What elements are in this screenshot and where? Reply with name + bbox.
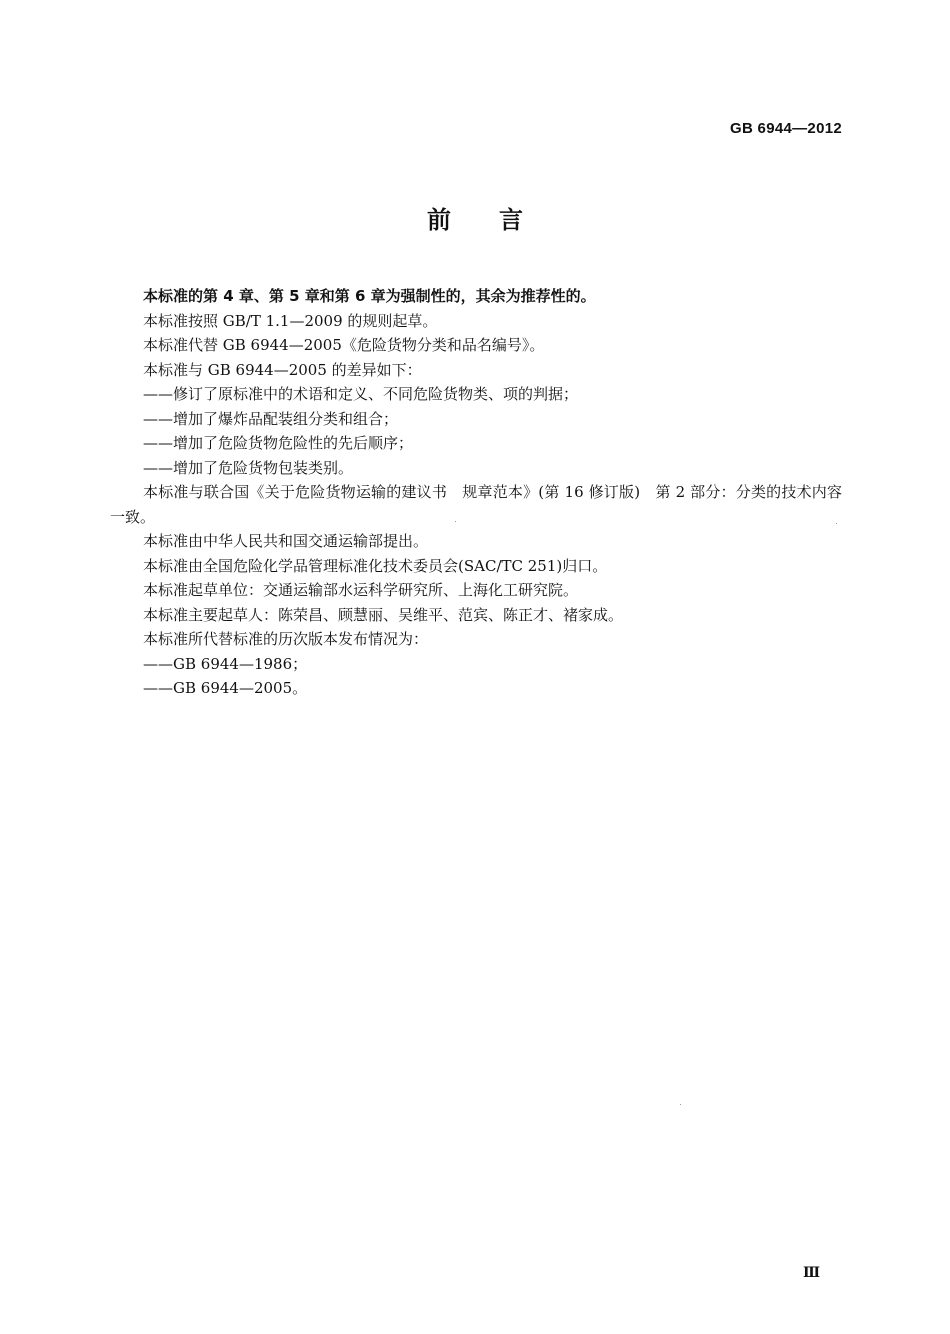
foreword-body — [110, 284, 842, 701]
paragraph-proposed-by: 本标准由中华人民共和国交通运输部提出。 — [143, 532, 429, 550]
paragraph-technical-committee: 本标准由全国危险化学品管理标准化技术委员会(SAC/TC 251)归口。 — [143, 556, 608, 575]
scan-speck — [680, 1104, 681, 1105]
paragraph-drafters: 本标准主要起草人：陈荣昌、顾慧丽、吴维平、范宾、陈正才、褚家成。 — [143, 605, 624, 624]
difference-item: ——增加了爆炸品配装组分类和组合； — [143, 409, 399, 428]
previous-edition-item: ——GB 6944—1986； — [143, 654, 308, 673]
paragraph-drafting-units: 本标准起草单位：交通运输部水运科学研究所、上海化工研究院。 — [143, 581, 579, 599]
scan-speck — [836, 523, 837, 524]
scan-speck — [455, 521, 456, 522]
paragraph-previous-editions: 本标准所代替标准的历次版本发布情况为： — [143, 630, 429, 648]
paragraph-drafting-rules: 本标准按照 GB/T 1.1—2009 的规则起草。 — [143, 311, 438, 330]
paragraph-un-consistency: 本标准与联合国《关于危险货物运输的建议书 规章范本》(第 16 修订版) 第 2 部分：分类的技术内容一致。 — [110, 483, 842, 526]
previous-edition-item: ——GB 6944—2005。 — [143, 679, 308, 697]
difference-item: ——增加了危险货物危险性的先后顺序； — [143, 434, 414, 452]
difference-item: ——修订了原标准中的术语和定义、不同危险货物类、项的判据； — [143, 385, 579, 403]
paragraph-replaces: 本标准代替 GB 6944—2005《危险货物分类和品名编号》。 — [143, 336, 545, 354]
difference-item: ——增加了危险货物包装类别。 — [143, 458, 354, 477]
page-title: 前言 — [427, 206, 571, 234]
paragraph-differences-intro: 本标准与 GB 6944—2005 的差异如下： — [143, 360, 422, 379]
standard-code: GB 6944—2012 — [729, 120, 842, 137]
paragraph-mandatory-clauses: 本标准的第 4 章、第 5 章和第 6 章为强制性的，其余为推荐性的。 — [143, 287, 596, 305]
page-number: Ⅲ — [802, 1266, 820, 1281]
